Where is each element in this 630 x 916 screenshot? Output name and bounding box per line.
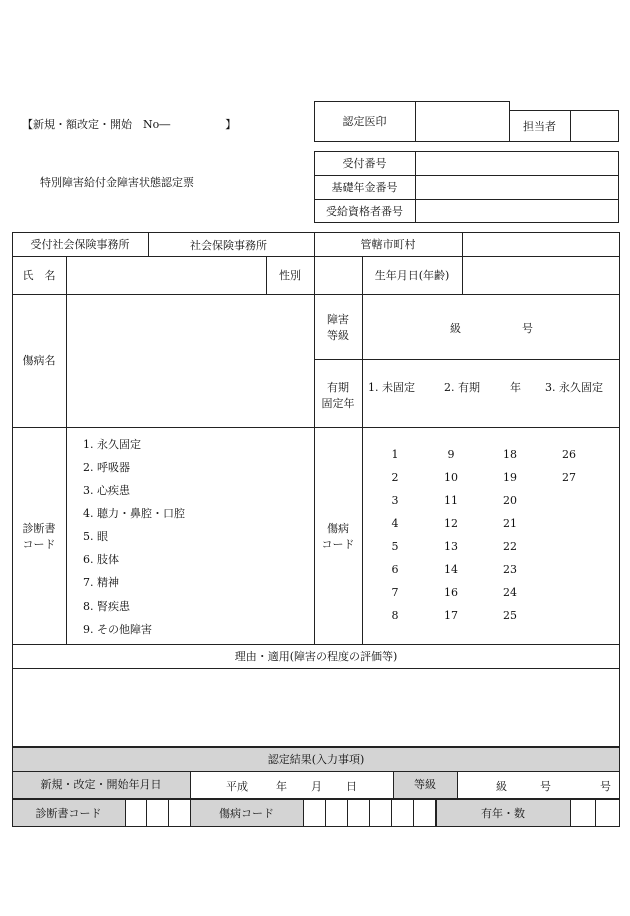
- sex-label: 性別: [279, 268, 301, 282]
- code-number[interactable]: 23: [503, 563, 517, 576]
- person-in-charge-label: 担当者: [523, 119, 556, 133]
- disease-name-label: 傷病名: [22, 354, 56, 367]
- recipient-number-field[interactable]: [416, 200, 618, 222]
- code-number[interactable]: 7: [391, 586, 399, 599]
- doctor-seal-field[interactable]: [415, 101, 510, 142]
- grade-label-2: 等級: [327, 329, 349, 342]
- office-suffix: 社会保険事務所: [190, 239, 267, 252]
- code-number[interactable]: 17: [444, 609, 458, 622]
- receipt-number-label: 受付番号: [342, 156, 387, 170]
- code-number[interactable]: 8: [391, 609, 399, 622]
- basic-pension-number-field[interactable]: [416, 176, 618, 198]
- diagnosis-code-6[interactable]: 6. 肢体: [83, 553, 119, 566]
- result-go-label-2: 号: [600, 780, 611, 793]
- form-title: 特別障害給付金障害状態認定票: [40, 176, 194, 189]
- day-label: 日: [346, 780, 357, 793]
- code-number[interactable]: 25: [503, 609, 517, 622]
- code-number[interactable]: 21: [503, 517, 517, 530]
- code-number[interactable]: 19: [503, 471, 517, 484]
- fixed-option-3[interactable]: 3. 永久固定: [545, 381, 603, 394]
- name-label: 氏 名: [22, 268, 56, 282]
- code-number[interactable]: 11: [444, 494, 458, 507]
- code-number[interactable]: 6: [391, 563, 399, 576]
- disease-code-label-2: コード: [321, 538, 355, 551]
- diagnosis-code-4[interactable]: 4. 聴力・鼻腔・口腔: [83, 507, 185, 520]
- diagnosis-code-8[interactable]: 8. 腎疾患: [83, 600, 130, 613]
- year-label: 年: [276, 780, 287, 793]
- grade-label-1: 障害: [327, 313, 349, 326]
- diagnosis-code-9[interactable]: 9. その他障害: [83, 623, 152, 636]
- result-kyu-label: 級: [496, 780, 507, 793]
- month-label: 月: [311, 780, 322, 793]
- start-date-label: 新規・改定・開始年月日: [40, 778, 162, 791]
- office-label: 受付社会保険事務所: [30, 237, 130, 251]
- diagnosis-code-7[interactable]: 7. 精神: [83, 576, 119, 589]
- code-number[interactable]: 5: [391, 540, 399, 553]
- code-number[interactable]: 9: [447, 448, 455, 461]
- code-number[interactable]: 16: [444, 586, 458, 599]
- diagnosis-code-2[interactable]: 2. 呼吸器: [83, 461, 130, 474]
- code-number[interactable]: 18: [503, 448, 517, 461]
- birthdate-label: 生年月日(年齢): [374, 268, 450, 282]
- code-number[interactable]: 24: [503, 586, 517, 599]
- municipality-label: 管轄市町村: [360, 237, 416, 251]
- result-title: 認定結果(入力事項): [267, 752, 365, 766]
- receipt-number-field[interactable]: [416, 152, 618, 174]
- code-number[interactable]: 1: [391, 448, 399, 461]
- fixed-years-label: 有年・数: [481, 806, 525, 820]
- diagnosis-code-1[interactable]: 1. 永久固定: [83, 438, 141, 451]
- grade-kyu: 級: [450, 322, 461, 335]
- code-number[interactable]: 13: [444, 540, 458, 553]
- grade-go: 号: [522, 322, 533, 335]
- reason-label: 理由・適用(障害の程度の評価等): [234, 649, 398, 663]
- code-number[interactable]: 22: [503, 540, 517, 553]
- fixed-option-2-year: 年: [510, 381, 521, 394]
- form-mode-title: 【新規・額改定・開始 No― 】: [22, 118, 237, 131]
- code-number[interactable]: 26: [562, 448, 576, 461]
- diag-code-result-label: 診断書コード: [35, 806, 102, 820]
- disease-name-field[interactable]: [67, 295, 313, 426]
- name-field[interactable]: [67, 257, 265, 293]
- diagnosis-code-3[interactable]: 3. 心疾患: [83, 484, 130, 497]
- fixed-year-label-1: 有期: [327, 381, 349, 394]
- code-number[interactable]: 14: [444, 563, 458, 576]
- code-number[interactable]: 12: [444, 517, 458, 530]
- recipient-number-label: 受給資格者番号: [326, 204, 403, 218]
- disease-code-label-1: 傷病: [327, 522, 349, 535]
- result-grade-label: 等級: [414, 778, 436, 791]
- doctor-seal-label: 認定医印: [342, 115, 387, 128]
- code-number[interactable]: 27: [562, 471, 576, 484]
- code-number[interactable]: 4: [391, 517, 399, 530]
- diagnosis-code-5[interactable]: 5. 眼: [83, 530, 108, 543]
- code-number[interactable]: 10: [444, 471, 458, 484]
- basic-pension-number-label: 基礎年金番号: [331, 180, 398, 194]
- reason-field[interactable]: [13, 669, 619, 746]
- fixed-option-1[interactable]: 1. 未固定: [368, 381, 415, 394]
- result-go-label: 号: [540, 780, 551, 793]
- code-number[interactable]: 20: [503, 494, 517, 507]
- diagnosis-label-1: 診断書: [22, 522, 56, 535]
- era-label: 平成: [226, 780, 248, 793]
- diagnosis-label-2: コード: [22, 538, 56, 551]
- code-number[interactable]: 3: [391, 494, 399, 507]
- disease-code-result-label: 傷病コード: [219, 806, 274, 820]
- fixed-year-label-2: 固定年: [321, 397, 355, 410]
- fixed-option-2[interactable]: 2. 有期: [444, 381, 480, 394]
- code-number[interactable]: 2: [391, 471, 399, 484]
